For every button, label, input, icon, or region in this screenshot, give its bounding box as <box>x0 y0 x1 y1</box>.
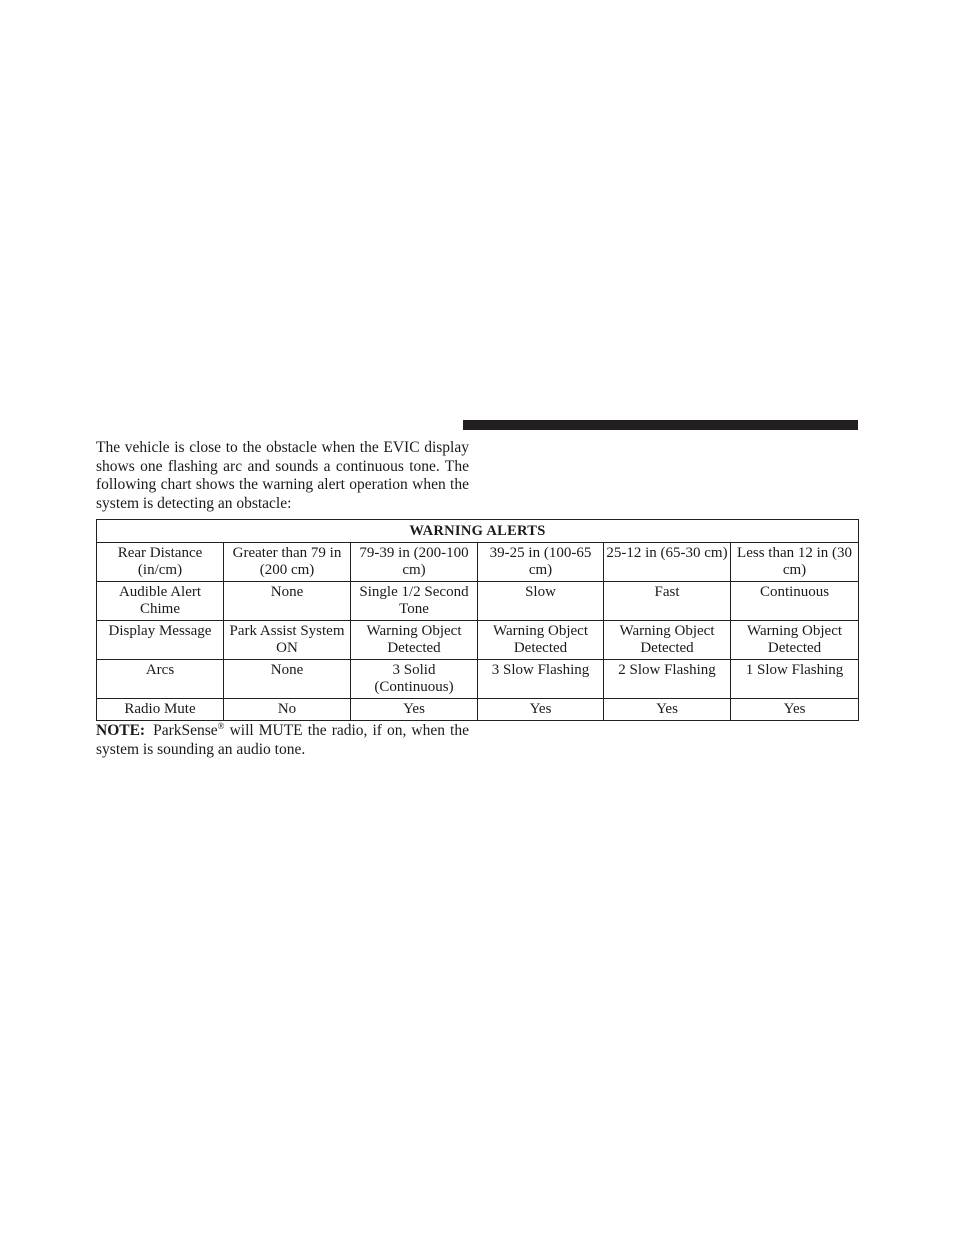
table-cell: Less than 12 in (30 cm) <box>731 543 859 582</box>
section-header-bar <box>463 420 858 430</box>
note-label: NOTE: <box>96 722 146 739</box>
table-cell: None <box>224 582 351 621</box>
table-cell: Yes <box>604 699 731 721</box>
table-cell: Park Assist System ON <box>224 621 351 660</box>
row-header-display-message: Display Message <box>97 621 224 660</box>
table-cell: Slow <box>478 582 604 621</box>
table-cell: 39-25 in (100-65 cm) <box>478 543 604 582</box>
table-cell: None <box>224 660 351 699</box>
table-title: WARNING ALERTS <box>97 520 859 543</box>
brand-name: ParkSense <box>153 722 218 739</box>
intro-paragraph: The vehicle is close to the obstacle when the EVIC display shows one flashing arc and sounds a continuous tone. The following chart shows the warning alert operation when the system is detecting an obstacle: <box>96 439 469 513</box>
table-cell: Yes <box>478 699 604 721</box>
registered-mark: ® <box>217 720 225 731</box>
table-cell: Yes <box>731 699 859 721</box>
row-header-radio-mute: Radio Mute <box>97 699 224 721</box>
table-row <box>97 543 859 582</box>
table-cell: 25-12 in (65-30 cm) <box>604 543 731 582</box>
table-cell: No <box>224 699 351 721</box>
table-cell: Yes <box>351 699 478 721</box>
row-header-audible-alert: Audible Alert Chime <box>97 582 224 621</box>
table-cell: 2 Slow Flashing <box>604 660 731 699</box>
table-cell: Warning Object Detected <box>478 621 604 660</box>
table-cell: 3 Solid (Continuous) <box>351 660 478 699</box>
table-row <box>97 621 859 660</box>
table-cell: Single 1/2 Second Tone <box>351 582 478 621</box>
table-cell: 79-39 in (200-100 cm) <box>351 543 478 582</box>
note-paragraph <box>96 721 469 759</box>
table-cell: 1 Slow Flashing <box>731 660 859 699</box>
table-cell: Warning Object Detected <box>351 621 478 660</box>
table-row <box>97 660 859 699</box>
table-cell: Fast <box>604 582 731 621</box>
table-cell: Warning Object Detected <box>604 621 731 660</box>
row-header-rear-distance: Rear Distance (in/cm) <box>97 543 224 582</box>
table-row <box>97 699 859 721</box>
table-cell: Greater than 79 in (200 cm) <box>224 543 351 582</box>
warning-alerts-table <box>96 519 859 721</box>
table-row <box>97 582 859 621</box>
table-cell: 3 Slow Flashing <box>478 660 604 699</box>
table-cell: Continuous <box>731 582 859 621</box>
note-text: will MUTE the radio, if on, when the system is sounding an audio tone. <box>96 722 469 758</box>
row-header-arcs: Arcs <box>97 660 224 699</box>
table-cell: Warning Object Detected <box>731 621 859 660</box>
